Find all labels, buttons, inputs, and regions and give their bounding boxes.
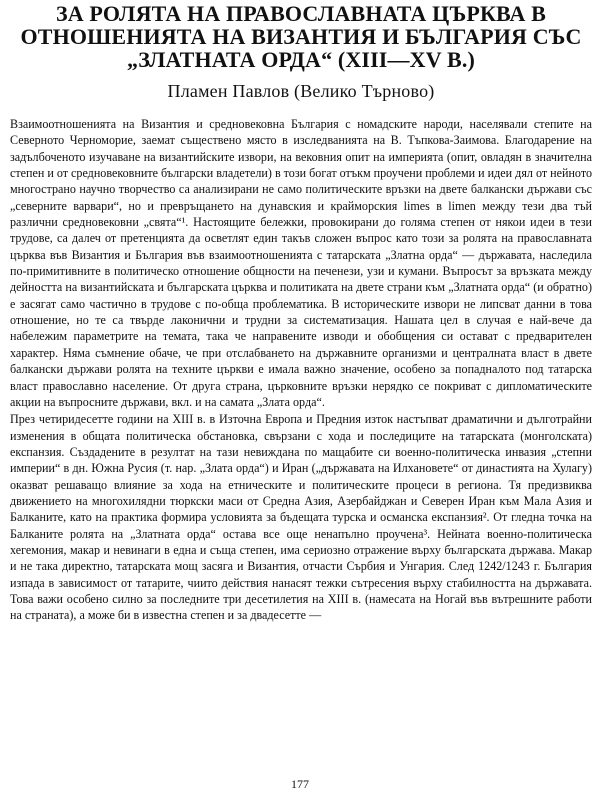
paragraph: През четиридесетте години на XIII в. в Източна Европа и Предния изток настъпват драматични и дълготрайни изменения в общата политическа обстановка, свързани с хода и последиците на татарската (монголската) експанзия. Създадените в резултат на тази невиждана по мащабите си военно-политическа инвазия „степни империи“ в дн. Южна Русия (т. нар. „Злата орда“) и Иран („държавата на Илхановете“ от династията на Хулагу) оказват решаващо влияние за хода на етническите и политическите процеси в региона. Тя предизвиква движението на многохилядни тюркски маси от Средна Азия, Азербайджан и Северен Иран към Мала Азия и Балканите, като на практика формира условията за бъдещата турска и османска експанзия². От гледна точка на Балканите ролята на „Златната орда“ остава все още ненапълно проучена³. Нейната военно-политическа хегемония, макар и невинаги в една и съща степен, има сериозно отражение върху българската държава. Макар и не така директно, татарската мощ засяга и Византия, отчасти Сърбия и Унгария. След 1242/1243 г. България изпада в зависимост от татарите, чиито действия нанасят тежки сътресения върху стабилността на държавата. Това важи особено силно за последните три десетилетия на XIII в. (намесата на Ногай във вътрешните работи на страната), а може би в известна степен и за двадесетте — [10,412,592,623]
article-body [10,116,592,624]
article-title: ЗА РОЛЯТА НА ПРАВОСЛАВНАТА ЦЪРКВА В ОТНОШЕНИЯТА НА ВИЗАНТИЯ И БЪЛГАРИЯ СЪС „ЗЛАТНАТА ОРДА“ (XIII—XV В.) [20,1,582,72]
page-number: 177 [291,777,309,791]
paragraph: Взаимоотношенията на Византия и средновековна България с номадските народи, населявали степите на Северното Черноморие, заемат съществено място в изследванията на В. Тъпкова-Заимова. Благодарение на задълбоченото изучаване на византийските извори, на вековния опит на империята (опит, овладян в значителна степен и от средновековните български владетели) в този богат отъкм проучени проблеми и идеи дял от нейното многострано научно творчество са анализирани не само политическите връзки на двете балкански държави със „северните варвари“, но и превръщането на дунавския и крайморския limes в limen между тези два тъй различни средновековни „свята“¹. Настоящите бележки, провокирани до голяма степен от някои идеи в тези трудове, са далеч от претенцията да осветлят един такъв сложен въпрос като този за ролята на православната църква във Византия и България във взаимоотношенията с татарската „Златна орда“ — държавата, наследила по-примитивните в политическо отношение общности на печенези, узи и кумани. Въпросът за връзката между дейността на византийската и българската църква и политиката на двете страни към „Златната орда“ (и обратно) е засягат само частично в трудове с по-обща проблематика. В историческите извори не липсват данни в това отношение, но те са твърде лаконични и трудни за систематизация. Нашата цел в случая е най-вече да набележим параметрите на темата, така че направените изводи и обобщения си остават с предварителен характер. Няма съмнение обаче, че при отслабването на държавните организми и централната власт в двете балкански държави ролята на техните църкви е имала важно значение, особено за попадналото под татарска власт православно население. От друга страна, църковните връзки нерядко се покриват с дипломатическите акции на въпросните държави, вкл. и на самата „Злата орда“. [10,117,592,409]
article-author: Пламен Павлов (Велико Търново) [167,81,435,101]
